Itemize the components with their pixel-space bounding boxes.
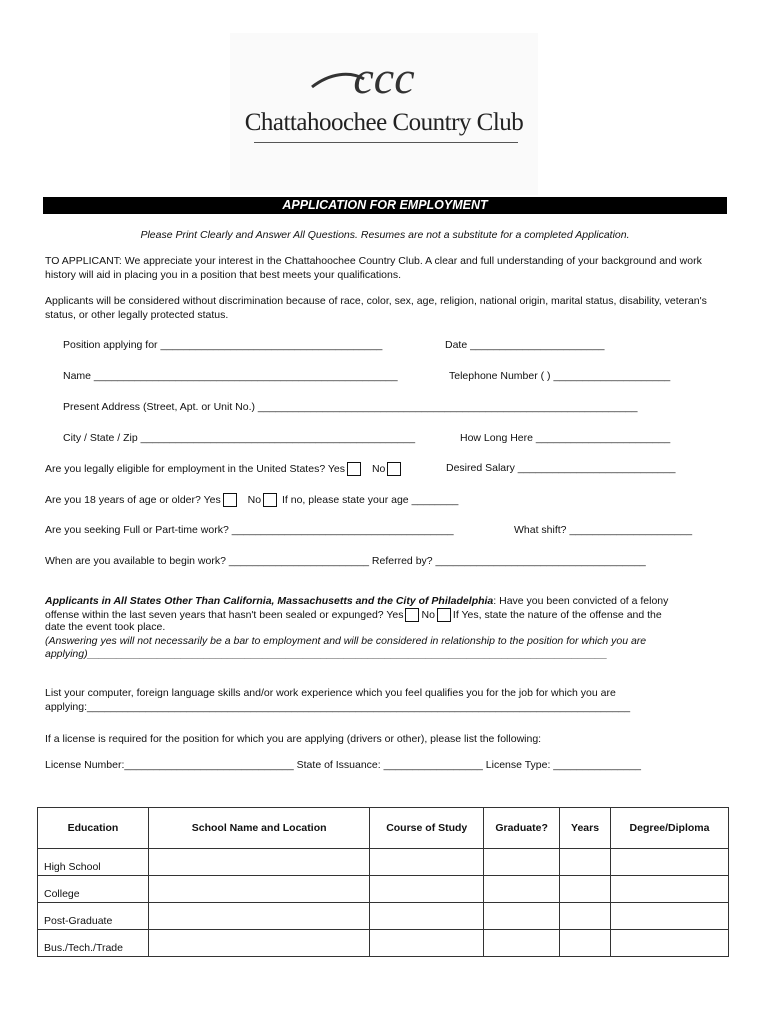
table-row (38, 849, 729, 876)
date-field[interactable]: Date _______________________ (445, 339, 605, 351)
svg-text:ccc: ccc (353, 55, 415, 103)
fulltime-field[interactable]: Are you seeking Full or Part-time work? ______________________________________ (45, 524, 454, 536)
eligible-yes-checkbox[interactable] (347, 462, 361, 476)
form-subtitle: Please Print Clearly and Answer All Questions. Resumes are not a substitute for a completed Application. (140, 229, 630, 241)
conviction-if-yes: If Yes, state the nature of the offense and the (452, 608, 662, 621)
telephone-field[interactable]: Telephone Number ( ) ____________________ (449, 370, 671, 382)
license-intro: If a license is required for the position for which you are applying (drivers or other), please list the following: (45, 733, 542, 745)
logo-mark (230, 55, 538, 108)
eligibility-label: Are you legally eligible for employment in the United States? Yes (45, 462, 346, 475)
form-title: APPLICATION FOR EMPLOYMENT (43, 197, 727, 214)
conviction-note: (Answering yes will not necessarily be a bar to employment and will be considered in relationship to the position for which you are (45, 635, 647, 647)
conviction-no-checkbox[interactable] (437, 608, 451, 622)
course-cell[interactable] (370, 876, 484, 903)
conviction-no-label: No (421, 608, 435, 621)
years-cell[interactable] (560, 903, 611, 930)
age-label: Are you 18 years of age or older? Yes (45, 493, 221, 506)
nondiscrimination-paragraph: Applicants will be considered without discrimination because of race, color, sex, age, religion, national origin, marital status, disability, veteran's status, or other legally protected status. (45, 295, 707, 321)
header-graduate: Graduate? (484, 808, 560, 849)
header-school: School Name and Location (148, 808, 369, 849)
education-table (37, 807, 729, 957)
desired-salary-field[interactable]: Desired Salary ___________________________ (446, 462, 676, 474)
degree-cell[interactable] (611, 876, 729, 903)
header-degree: Degree/Diploma (611, 808, 729, 849)
conviction-answer-line[interactable]: applying)_________________________________________________________________________________________ (45, 648, 608, 660)
school-cell[interactable] (148, 930, 369, 957)
table-row (38, 876, 729, 903)
education-level: Post-Graduate (38, 903, 149, 930)
conviction-question: : Have you been convicted of a felony (493, 595, 669, 607)
eligible-no-label: No (371, 462, 386, 475)
conviction-yes-checkbox[interactable] (405, 608, 419, 622)
age-no-label: No (247, 493, 262, 506)
school-cell[interactable] (148, 849, 369, 876)
degree-cell[interactable] (611, 930, 729, 957)
logo-name: Chattahoochee Country Club (244, 109, 524, 136)
degree-cell[interactable] (611, 903, 729, 930)
course-cell[interactable] (370, 849, 484, 876)
graduate-cell[interactable] (484, 903, 560, 930)
skills-answer-line[interactable]: applying:_____________________________________________________________________________________________ (45, 701, 631, 713)
eligible-no-checkbox[interactable] (387, 462, 401, 476)
club-logo (230, 33, 538, 195)
header-years: Years (560, 808, 611, 849)
education-level: College (38, 876, 149, 903)
age-yes-checkbox[interactable] (223, 493, 237, 507)
conviction-question-2: offense within the last seven years that hasn't been sealed or expunged? Yes (45, 608, 404, 621)
table-row (38, 930, 729, 957)
skills-question: List your computer, foreign language skills and/or work experience which you feel qualifies you for the job for which you are (45, 687, 616, 699)
logo-divider (254, 142, 518, 143)
position-field[interactable]: Position applying for ______________________________________ (63, 339, 383, 351)
address-field[interactable]: Present Address (Street, Apt. or Unit No.) _________________________________________________________________ (63, 401, 638, 413)
years-cell[interactable] (560, 876, 611, 903)
education-header-row (38, 808, 729, 849)
name-field[interactable]: Name ____________________________________________________ (63, 370, 398, 382)
city-state-zip-field[interactable]: City / State / Zip _______________________________________________ (63, 432, 416, 444)
availability-referral-field[interactable]: When are you available to begin work? ________________________ Referred by? ____________________________________ (45, 555, 646, 567)
table-row (38, 903, 729, 930)
conviction-line-3: date the event took place. (45, 621, 166, 633)
shift-field[interactable]: What shift? _____________________ (514, 524, 693, 536)
school-cell[interactable] (148, 876, 369, 903)
header-course: Course of Study (370, 808, 484, 849)
license-fields[interactable]: License Number:_____________________________ State of Issuance: _________________ License Type: _______________ (45, 759, 641, 771)
school-cell[interactable] (148, 903, 369, 930)
years-cell[interactable] (560, 849, 611, 876)
graduate-cell[interactable] (484, 849, 560, 876)
education-level: High School (38, 849, 149, 876)
intro-paragraph: TO APPLICANT: We appreciate your interest in the Chattahoochee Country Club. A clear and full understanding of your background and work history will aid in placing you in a position that best meets your qualifications. (45, 255, 702, 281)
degree-cell[interactable] (611, 849, 729, 876)
logo-ccc-icon (230, 55, 538, 105)
graduate-cell[interactable] (484, 876, 560, 903)
age-no-checkbox[interactable] (263, 493, 277, 507)
conviction-line-1 (45, 595, 668, 607)
conviction-line-2 (45, 608, 662, 622)
eligibility-question (45, 462, 403, 476)
years-cell[interactable] (560, 930, 611, 957)
age-question (45, 493, 458, 507)
course-cell[interactable] (370, 930, 484, 957)
education-level: Bus./Tech./Trade (38, 930, 149, 957)
graduate-cell[interactable] (484, 930, 560, 957)
course-cell[interactable] (370, 903, 484, 930)
how-long-field[interactable]: How Long Here _______________________ (460, 432, 671, 444)
age-if-no-field[interactable]: If no, please state your age ________ (281, 493, 459, 506)
conviction-lead: Applicants in All States Other Than California, Massachusetts and the City of Philadelphia (45, 595, 494, 607)
header-education: Education (38, 808, 149, 849)
